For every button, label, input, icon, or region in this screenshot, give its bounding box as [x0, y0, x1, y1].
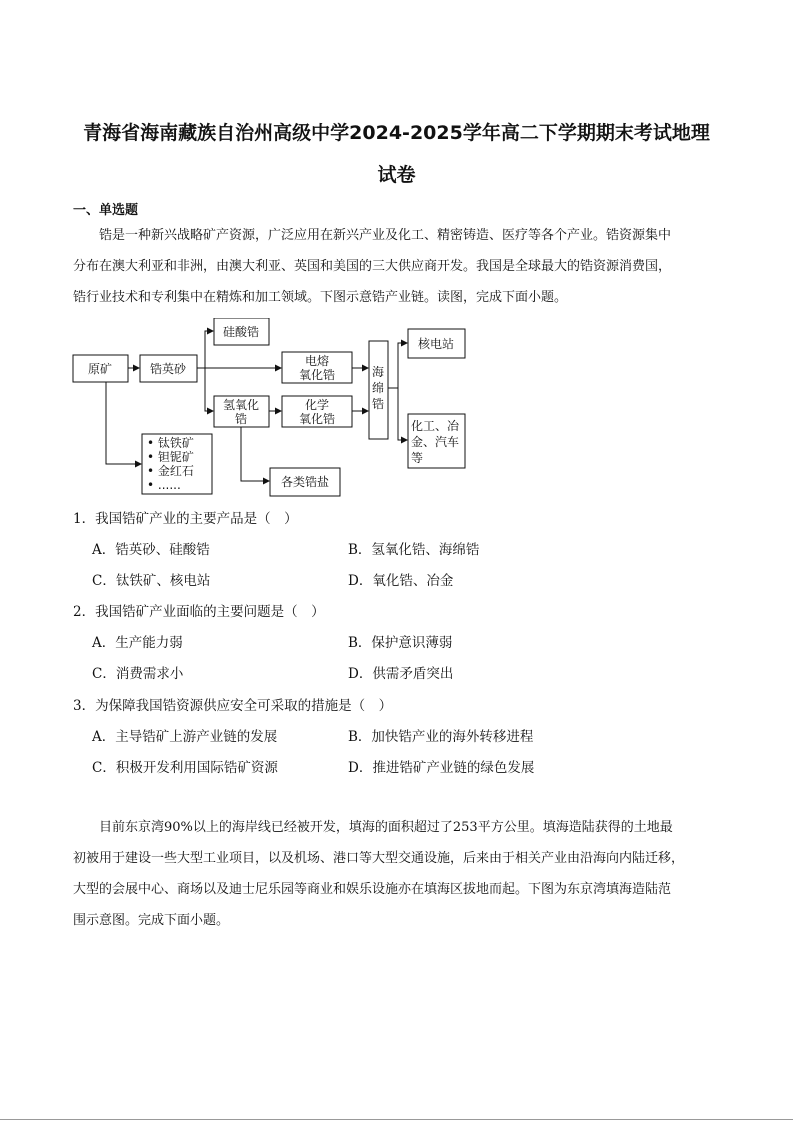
- option-2d[interactable]: D．供需矛盾突出: [348, 666, 454, 682]
- question-3: 3．为保障我国锆资源供应安全可采取的措施是（ ）: [73, 698, 393, 714]
- byproduct-item: • ......: [147, 478, 181, 492]
- option-3d[interactable]: D．推进锆矿产业链的绿色发展: [348, 760, 535, 776]
- zirconium-salts-label: 各类锆盐: [280, 475, 330, 489]
- option-1c[interactable]: C．钛铁矿、核电站: [92, 573, 211, 589]
- passage-1-line: 锆是一种新兴战略矿产资源，广泛应用在新兴产业及化工、精密铸造、医疗等各个产业。锆资源集中: [99, 228, 672, 243]
- sponge-zirconium-label: 海: [371, 365, 385, 379]
- nuclear-plant-label: 核电站: [417, 337, 455, 351]
- byproduct-item: • 钛铁矿: [147, 436, 194, 450]
- option-2c[interactable]: C．消费需求小: [92, 666, 184, 682]
- byproduct-item: • 金红石: [147, 464, 194, 478]
- industry-label: 金、汽车: [411, 435, 460, 449]
- option-2b[interactable]: B．保护意识薄弱: [348, 635, 453, 651]
- passage-1-line: 分布在澳大利亚和非洲，由澳大利亚、英国和美国的三大供应商开发。我国是全球最大的锆资源消费国，: [73, 259, 672, 274]
- byproduct-item: • 钽铌矿: [147, 450, 194, 464]
- option-3b[interactable]: B．加快锆产业的海外转移进程: [348, 729, 534, 745]
- document-title-line2: 试卷: [377, 164, 416, 186]
- passage-1-line: 锆行业技术和专利集中在精炼和加工领域。下图示意锆产业链。读图，完成下面小题。: [73, 290, 568, 305]
- zircon-sand-label: 锆英砂: [149, 362, 187, 376]
- option-2a[interactable]: A．生产能力弱: [92, 635, 183, 651]
- fused-zirconia-label: 电熔: [304, 354, 330, 368]
- passage-2-line: 目前东京湾90%以上的海岸线已经被开发，填海的面积超过了253平方公里。填海造陆获得的土地最: [99, 820, 673, 835]
- option-1d[interactable]: D．氧化锆、冶金: [348, 573, 454, 589]
- zirconium-oxychloride-label: 锆: [234, 412, 248, 426]
- option-1a[interactable]: A．锆英砂、硅酸锆: [92, 542, 210, 558]
- chemical-zirconia-label: 氧化锆: [298, 412, 336, 426]
- page-bottom-divider: [0, 1119, 793, 1120]
- passage-2-line: 初被用于建设一些大型工业项目，以及机场、港口等大型交通设施，后来由于相关产业由沿海向内陆迁移，: [73, 851, 685, 866]
- option-3a[interactable]: A．主导锆矿上游产业链的发展: [92, 729, 278, 745]
- zirconium-oxychloride-label: 氢氧化: [222, 398, 260, 412]
- option-3c[interactable]: C．积极开发利用国际锆矿资源: [92, 760, 278, 776]
- passage-1: [73, 220, 723, 313]
- zirconium-silicate-label: 硅酸锆: [222, 325, 260, 339]
- industry-label: 化工、冶: [411, 419, 460, 433]
- sponge-zirconium-label: 锆: [371, 397, 385, 411]
- section-heading: 一、单选题: [73, 203, 139, 218]
- passage-2-line: 围示意图。完成下面小题。: [73, 913, 230, 928]
- sponge-zirconium-label: 绵: [371, 381, 385, 395]
- question-1: 1．我国锆矿产业的主要产品是（ ）: [73, 511, 298, 527]
- document-title-line1: 青海省海南藏族自治州高级中学2024-2025学年高二下学期期末考试地理: [83, 122, 710, 144]
- ore-label: 原矿: [87, 362, 113, 376]
- passage-2: [73, 812, 723, 936]
- passage-2-line: 大型的会展中心、商场以及迪士尼乐园等商业和娱乐设施亦在填海区拔地而起。下图为东京湾填海造陆范: [73, 882, 672, 897]
- fused-zirconia-label: 氧化锆: [298, 368, 336, 382]
- industry-label: 等: [411, 451, 424, 465]
- chemical-zirconia-label: 化学: [304, 398, 330, 412]
- option-1b[interactable]: B．氢氧化锆、海绵锆: [348, 542, 480, 558]
- zirconium-industry-chain-diagram: [70, 318, 480, 503]
- question-2: 2．我国锆矿产业面临的主要问题是（ ）: [73, 604, 325, 620]
